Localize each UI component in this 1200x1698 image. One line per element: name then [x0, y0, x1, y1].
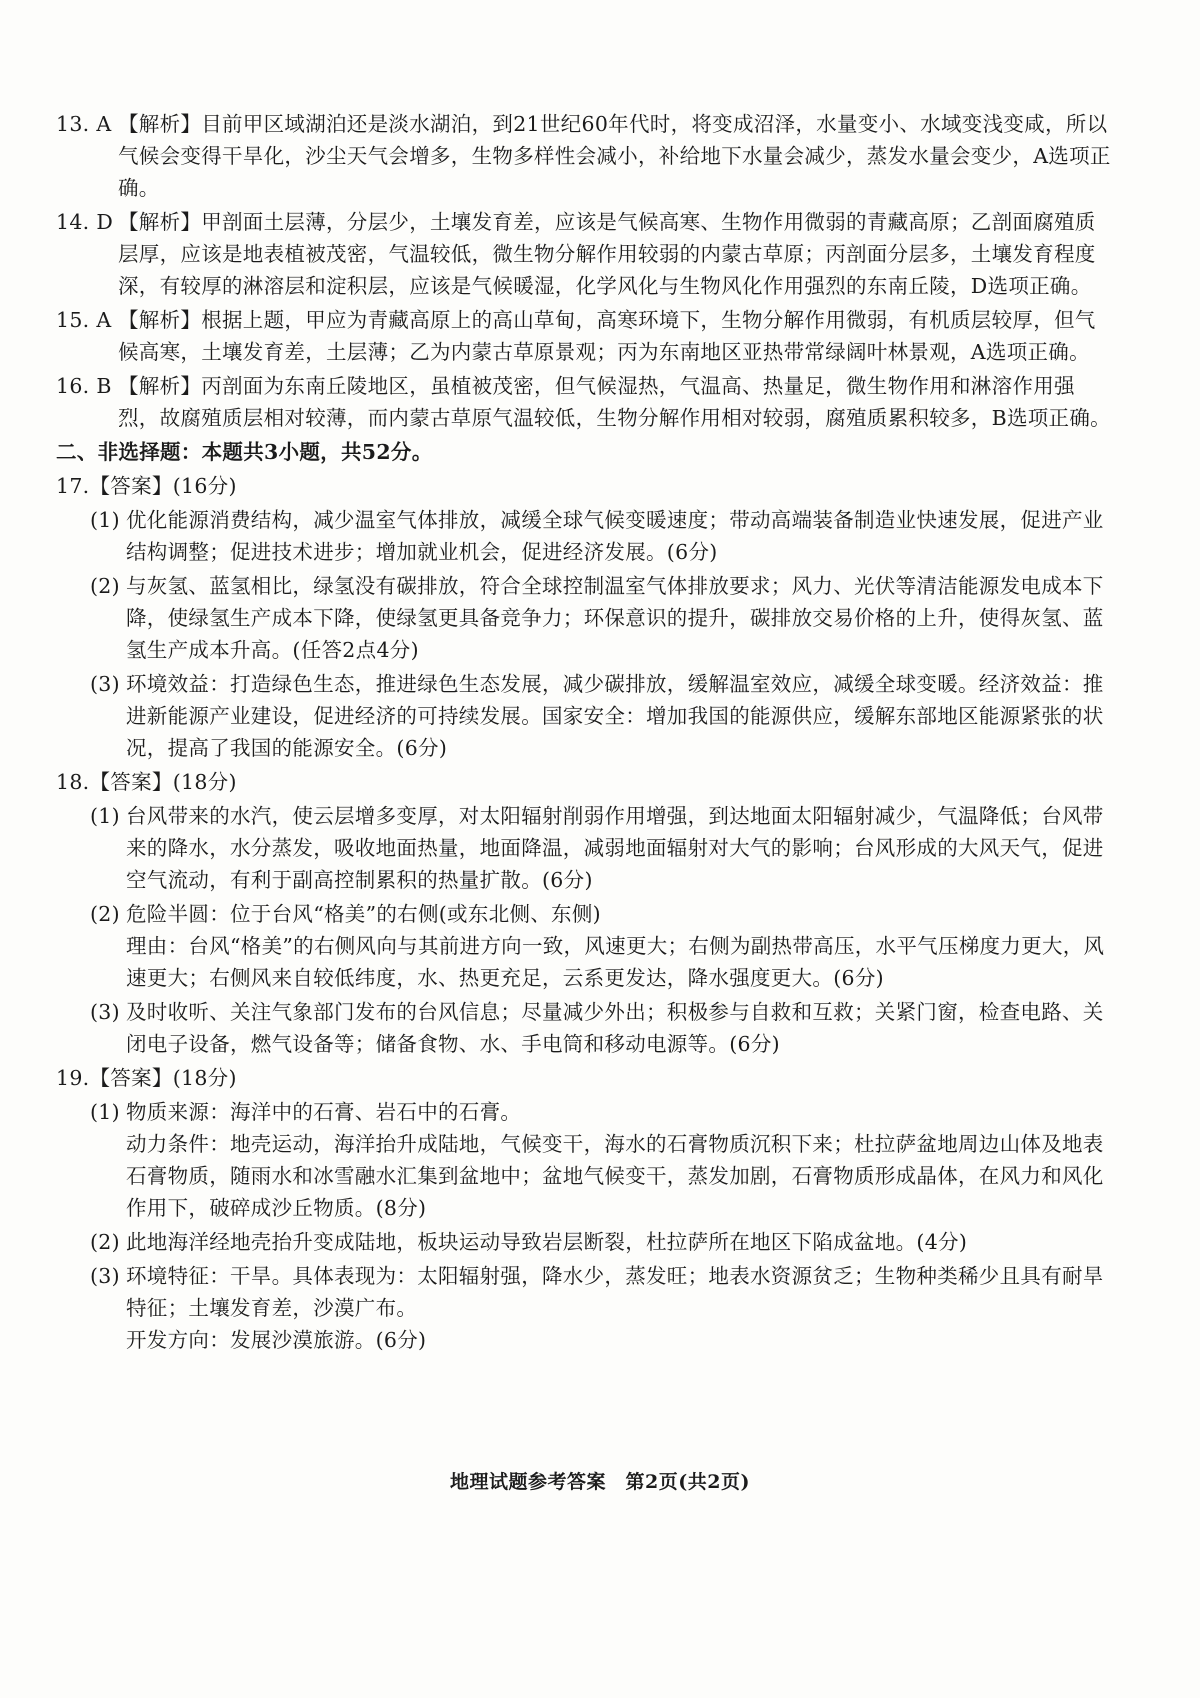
page-footer: 地理试题参考答案 第2页(共2页) [450, 1471, 750, 1493]
section-heading: 二、非选择题：本题共3小题，共52分。 [56, 440, 433, 464]
question-18-heading: 18.【答案】(18分) [56, 770, 237, 794]
page-content [0, 108, 1200, 1358]
part-text: 优化能源消费结构，减少温室气体排放，减缓全球气候变暖速度；带动高端装备制造业快速发展，促进产业结构调整；促进技术进步；增加就业机会，促进经济发展。(6分) [126, 508, 1104, 564]
question-18-part-2 [0, 898, 1200, 994]
choice-number: 15. A [56, 308, 112, 332]
part-number: (1) [90, 508, 120, 532]
question-17-heading: 17.【答案】(16分) [56, 474, 237, 498]
part-text: 环境特征：干旱。具体表现为：太阳辐射强，降水少，蒸发旺；地表水资源贫乏；生物种类稀少且具有耐旱特征；土壤发育差，沙漠广布。 [126, 1264, 1104, 1320]
question-19-part-1 [0, 1096, 1200, 1224]
part-number: (1) [90, 804, 120, 828]
question-19-part-2 [0, 1226, 1200, 1258]
choice-number: 16. B [56, 374, 112, 398]
choice-explanation: 【解析】目前甲区域湖泊还是淡水湖泊，到21世纪60年代时，将变成沼泽，水量变小、水域变浅变咸，所以气候会变得干旱化，沙尘天气会增多，生物多样性会减小，补给地下水量会减少，蒸发水量会变少，A选项正确。 [118, 112, 1111, 200]
choice-explanation: 【解析】根据上题，甲应为青藏高原上的高山草甸，高寒环境下，生物分解作用微弱，有机质层较厚，但气候高寒，土壤发育差，土层薄；乙为内蒙古草原景观；丙为东南地区亚热带常绿阔叶林景观，A选项正确。 [118, 308, 1096, 364]
choice-answer-16 [0, 370, 1200, 434]
choice-number: 14. D [56, 210, 114, 234]
part-text: 物质来源：海洋中的石膏、岩石中的石膏。 [126, 1100, 522, 1124]
part-number: (3) [90, 672, 120, 696]
question-19-heading: 19.【答案】(18分) [56, 1066, 237, 1090]
part-number: (2) [90, 902, 120, 926]
part-text: 危险半圆：位于台风“格美”的右侧(或东北侧、东侧) [126, 902, 601, 926]
part-number: (2) [90, 1230, 120, 1254]
part-text: 此地海洋经地壳抬升变成陆地，板块运动导致岩层断裂，杜拉萨所在地区下陷成盆地。(4分) [126, 1230, 968, 1254]
choice-answer-15 [0, 304, 1200, 368]
choice-answer-14 [0, 206, 1200, 302]
choice-explanation: 【解析】甲剖面土层薄，分层少，土壤发育差，应该是气候高寒、生物作用微弱的青藏高原；乙剖面腐殖质层厚，应该是地表植被茂密，气温较低，微生物分解作用较弱的内蒙古草原；丙剖面分层多，土壤发育程度深，有较厚的淋溶层和淀积层，应该是气候暖湿，化学风化与生物风化作用强烈的东南丘陵，D选项正确。 [118, 210, 1096, 298]
part-number: (3) [90, 1000, 120, 1024]
question-17-part-1 [0, 504, 1200, 568]
question-18-part-1 [0, 800, 1200, 896]
question-17-part-3 [0, 668, 1200, 764]
part-number: (2) [90, 574, 120, 598]
question-17-part-2 [0, 570, 1200, 666]
part-text: 动力条件：地壳运动，海洋抬升成陆地，气候变干，海水的石膏物质沉积下来；杜拉萨盆地周边山体及地表石膏物质，随雨水和冰雪融水汇集到盆地中；盆地气候变干，蒸发加剧，石膏物质形成晶体，在风力和风化作用下，破碎成沙丘物质。(8分) [126, 1132, 1104, 1220]
part-number: (3) [90, 1264, 120, 1288]
choice-number: 13. A [56, 112, 112, 136]
question-19-part-3 [0, 1260, 1200, 1356]
question-18-part-3 [0, 996, 1200, 1060]
choice-explanation: 【解析】丙剖面为东南丘陵地区，虽植被茂密，但气候湿热，气温高、热量足，微生物作用和淋溶作用强烈，故腐殖质层相对较薄，而内蒙古草原气温较低，生物分解作用相对较弱，腐殖质累积较多，B选项正确。 [118, 374, 1111, 430]
part-text: 环境效益：打造绿色生态，推进绿色生态发展，减少碳排放，缓解温室效应，减缓全球变暖。经济效益：推进新能源产业建设，促进经济的可持续发展。国家安全：增加我国的能源供应，缓解东部地区能源紧张的状况，提高了我国的能源安全。(6分) [126, 672, 1104, 760]
part-text: 开发方向：发展沙漠旅游。(6分) [126, 1328, 427, 1352]
part-number: (1) [90, 1100, 120, 1124]
part-text: 台风带来的水汽，使云层增多变厚，对太阳辐射削弱作用增强，到达地面太阳辐射减少，气温降低；台风带来的降水，水分蒸发，吸收地面热量，地面降温，减弱地面辐射对大气的影响；台风形成的大风天气，促进空气流动，有利于副高控制累积的热量扩散。(6分) [126, 804, 1104, 892]
part-text: 与灰氢、蓝氢相比，绿氢没有碳排放，符合全球控制温室气体排放要求；风力、光伏等清洁能源发电成本下降，使绿氢生产成本下降，使绿氢更具备竞争力；环保意识的提升，碳排放交易价格的上升，使得灰氢、蓝氢生产成本升高。(任答2点4分) [126, 574, 1104, 662]
choice-answer-13 [0, 108, 1200, 204]
part-text: 及时收听、关注气象部门发布的台风信息；尽量减少外出；积极参与自救和互救；关紧门窗，检查电路、关闭电子设备，燃气设备等；储备食物、水、手电筒和移动电源等。(6分) [126, 1000, 1104, 1056]
part-text: 理由：台风“格美”的右侧风向与其前进方向一致，风速更大；右侧为副热带高压，水平气压梯度力更大，风速更大；右侧风来自较低纬度，水、热更充足，云系更发达，降水强度更大。(6分) [126, 934, 1105, 990]
